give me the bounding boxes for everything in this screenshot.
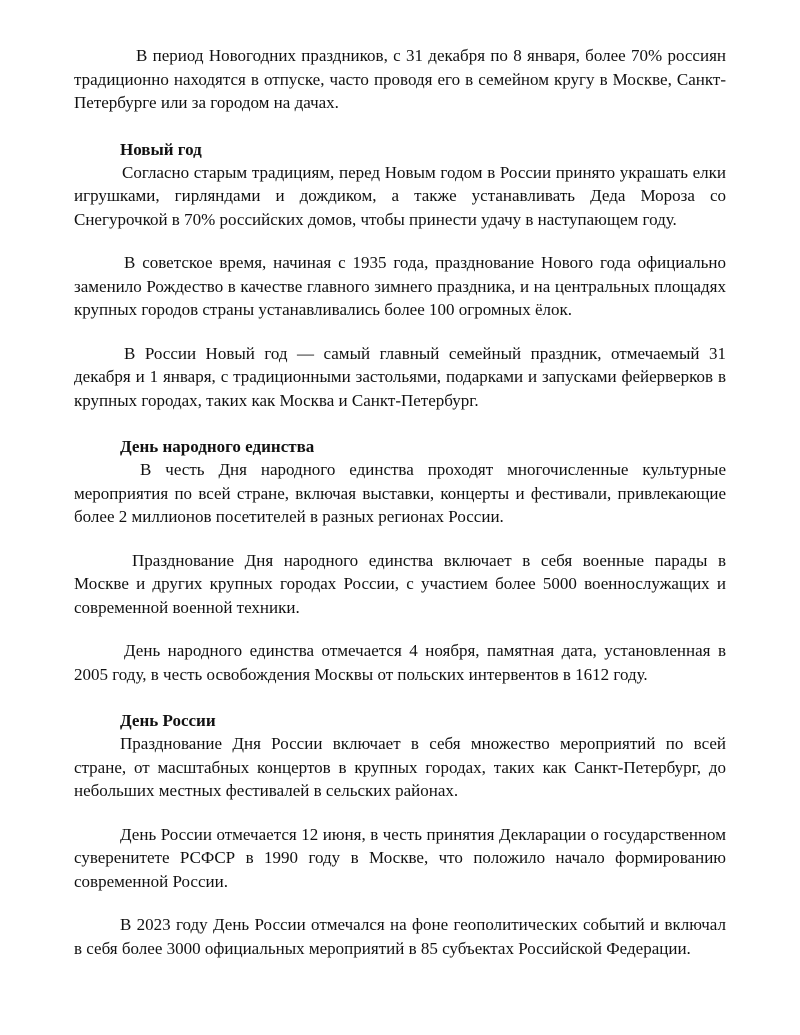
- paragraph: В советское время, начиная с 1935 года, празднование Нового года официально заменило Рождество в качестве главного зимнего праздника, и на центральных площадях крупных городов страны устанавливались более 100 огромных ёлок.: [74, 253, 726, 319]
- paragraph: День народного единства отмечается 4 ноября, памятная дата, установленная в 2005 году, в честь освобождения Москвы от польских интервентов в 1612 году.: [74, 641, 726, 684]
- intro-paragraph: В период Новогодних праздников, с 31 декабря по 8 января, более 70% россиян традиционно находятся в отпуске, часто проводя его в семейном кругу в Москве, Санкт-Петербурге или за городом на дачах.: [74, 46, 726, 112]
- section-heading-russia-day: День России: [120, 711, 216, 730]
- paragraph: Празднование Дня народного единства включает в себя военные парады в Москве и других крупных городах России, с участием более 5000 военнослужащих и современной военной техники.: [74, 550, 726, 617]
- document-page: [74, 44, 726, 960]
- paragraph: В 2023 году День России отмечался на фоне геополитических событий и включал в себя более 3000 официальных мероприятий в 85 субъектах Российской Федерации.: [74, 915, 726, 958]
- section-heading-unity-day: День народного единства: [120, 437, 315, 456]
- paragraph: Празднование Дня России включает в себя множество мероприятий по всей стране, от масштабных концертов в крупных городах, таких как Санкт-Петербург, до небольших местных фестивалей в сельских районах.: [74, 734, 726, 800]
- section-heading-new-year: Новый год: [120, 139, 202, 159]
- paragraph: Согласно старым традициям, перед Новым годом в России принято украшать елки игрушками, гирляндами и дождиком, а также устанавливать Деда Мороза со Снегурочкой в 70% российских домов, чтобы принести удачу в наступающем году.: [74, 162, 726, 229]
- paragraph: В честь Дня народного единства проходят многочисленные культурные мероприятия по всей стране, включая выставки, концерты и фестивали, привлекающие более 2 миллионов посетителей в разных регионах России.: [74, 460, 726, 526]
- paragraph: В России Новый год — самый главный семейный праздник, отмечаемый 31 декабря и 1 января, с традиционными застольями, подарками и запусками фейерверков в крупных городах, таких как Москва и Санкт-Петербург.: [74, 343, 726, 410]
- paragraph: День России отмечается 12 июня, в честь принятия Декларации о государственном суверенитете РСФСР в 1990 году в Москве, что положило начало формированию современной России.: [74, 824, 726, 891]
